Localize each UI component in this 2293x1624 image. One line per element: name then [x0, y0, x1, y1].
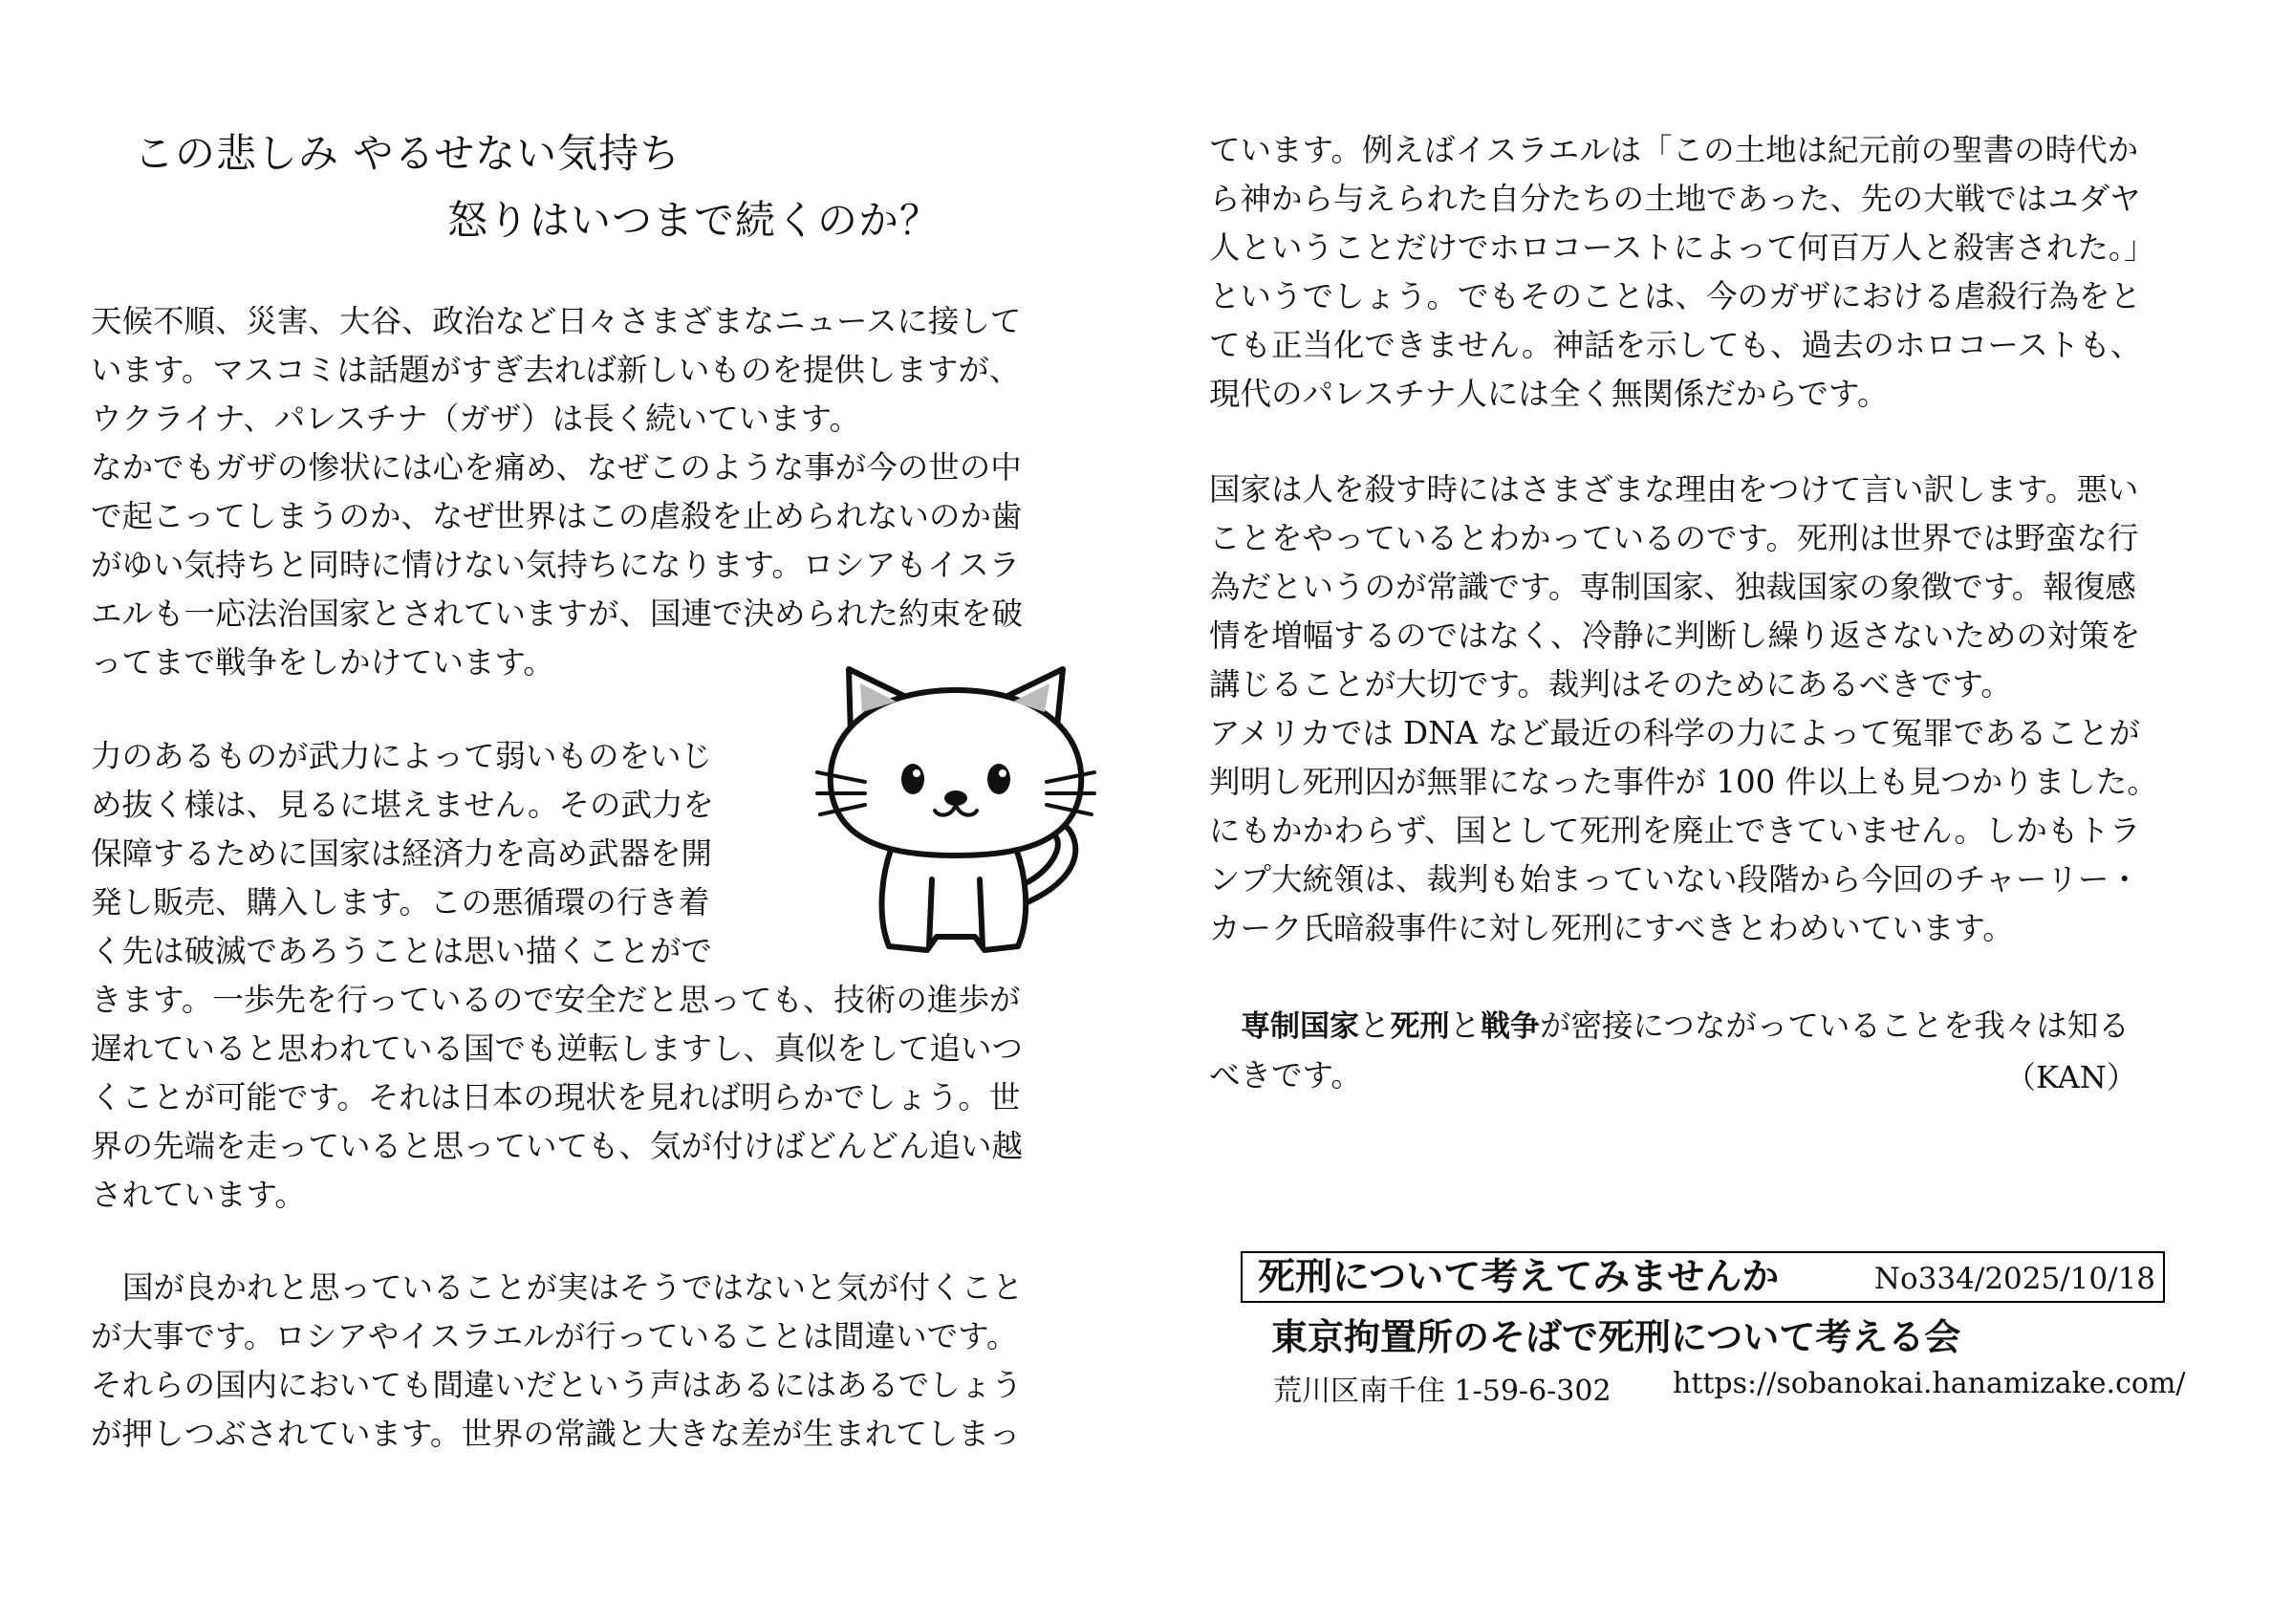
- text-line: ウクライナ、パレスチナ（ガザ）は長く続いています。: [91, 401, 861, 437]
- text-line: が押しつぶされています。世界の常識と大きな差が生まれてしまっ: [91, 1416, 1021, 1452]
- text-line: ても正当化できません。神話を示しても、過去のホロコーストも、: [1209, 327, 2142, 363]
- text-line: 為だというのが常識です。専制国家、独裁国家の象徴です。報復感: [1209, 569, 2136, 605]
- text-line: 力のあるものが武力によって弱いものをいじ: [91, 738, 713, 774]
- postal-address: 荒川区南千住 1-59-6-302: [1273, 1375, 1612, 1408]
- text-line: がゆい気持ちと同時に情けない気持ちになります。ロシアもイスラ: [91, 547, 1021, 583]
- emphasis-text: 死刑: [1390, 1009, 1450, 1044]
- left-paragraph-1: [91, 297, 1023, 687]
- text-line: べきです。: [1209, 1057, 1362, 1093]
- text-line: 講じることが大切です。裁判はそのためにあるべきです。: [1209, 666, 2012, 703]
- author-signature: （KAN）: [2005, 1059, 2137, 1095]
- text-line: アメリカでは DNA など最近の科学の力によって冤罪であることが: [1209, 715, 2140, 751]
- text-line: め抜く様は、見るに堪えません。その武力を: [91, 787, 714, 823]
- text-segment: と: [1359, 1007, 1391, 1044]
- page-title-line-2: 怒りはいつまで続くのか？: [447, 197, 941, 244]
- text-line: 国家は人を殺す時にはさまざまな理由をつけて言い訳します。悪い: [1209, 471, 2139, 508]
- text-line: ことをやっているとわかっているのです。死刑は世界では野蛮な行: [1209, 520, 2139, 556]
- text-segment: 国が良かれと思っていることが実はそうではないと気が付くこと: [122, 1269, 1024, 1306]
- text-line: 遅れていると思われている国でも逆転しますし、真似をして追いつ: [91, 1030, 1024, 1067]
- text-line: で起こってしまうのか、なぜ世界はこの虐殺を止められないのか歯: [91, 498, 1023, 534]
- text-line: います。マスコミは話題がすぎ去れば新しいものを提供しますが、: [91, 352, 1021, 388]
- organization-name: 東京拘置所のそばで死刑について考える会: [1271, 1316, 1961, 1358]
- cat-mascot-icon: [812, 660, 1099, 965]
- text-line: 天候不順、災害、大谷、政治など日々さまざまなニュースに接して: [91, 303, 1022, 339]
- text-line: [1209, 1002, 2130, 1051]
- page-title-line-1: この悲しみ やるせない気持ち: [134, 130, 681, 177]
- text-line: というでしょう。でもそのことは、今のガザにおける虐殺行為をと: [1209, 278, 2142, 314]
- text-line: 判明し死刑囚が無罪になった事件が 100 件以上も見つかりました。: [1209, 764, 2158, 800]
- closing-paragraph: [1209, 1002, 2130, 1100]
- issue-number: No334/2025/10/18: [1873, 1262, 2155, 1296]
- emphasis-text: 専制国家: [1241, 1009, 1359, 1044]
- text-line: されています。: [91, 1177, 306, 1213]
- text-line: が大事です。ロシアやイスラエルが行っていることは間違いです。: [91, 1318, 1018, 1354]
- right-paragraph-2: [1209, 466, 2158, 953]
- text-line: ら神から与えられた自分たちの土地であった、先の大戦ではユダヤ: [1209, 181, 2141, 217]
- text-line: ています。例えばイスラエルは「この土地は紀元前の聖書の時代か: [1209, 132, 2139, 168]
- newsletter-headline: 死刑について考えてみませんか: [1258, 1256, 1780, 1299]
- text-line: カーク氏暗殺事件に対し死刑にすべきとわめいています。: [1209, 910, 2014, 946]
- text-line: 界の先端を走っていると思っていても、気が付けばどんどん追い越: [91, 1128, 1024, 1164]
- text-segment: が密接につながっていることを我々は知る: [1540, 1007, 2130, 1044]
- text-line: 発し販売、購入します。この悪循環の行き着: [91, 884, 710, 920]
- newsletter-masthead-box: [1241, 1251, 2165, 1303]
- text-line: ンプ大統領は、裁判も始まっていない段階から今回のチャーリー・: [1209, 861, 2141, 898]
- text-line: 現代のパレスチナ人には全く無関係だからです。: [1209, 376, 1889, 412]
- website-url: https://sobanokai.hanamizake.com/: [1673, 1367, 2186, 1400]
- text-line: 保障するために国家は経済力を高め武器を開: [91, 835, 713, 872]
- text-line: ってまで戦争をしかけています。: [91, 644, 554, 681]
- text-line: なかでもガザの惨状には心を痛め、なぜこのような事が今の世の中: [91, 449, 1022, 486]
- text-line: にもかかわらず、国として死刑を廃止できていません。しかもトラ: [1209, 812, 2141, 849]
- text-line: 人ということだけでホロコーストによって何百万人と殺害された。」: [1209, 229, 2155, 266]
- left-paragraph-3: [91, 1264, 1024, 1459]
- text-line: それらの国内においても間違いだという声はあるにはあるでしょう: [91, 1367, 1023, 1403]
- text-line: く先は破滅であろうことは思い描くことがで: [91, 933, 713, 969]
- text-line: きます。一歩先を行っているので安全だと思っても、技術の進歩が: [91, 982, 1021, 1018]
- text-segment: と: [1449, 1007, 1482, 1044]
- emphasis-text: 戦争: [1481, 1009, 1541, 1044]
- text-line: 情を増幅するのではなく、冷静に判断し繰り返さないための対策を: [1209, 617, 2141, 654]
- text-line: エルも一応法治国家とされていますが、国連で決められた約束を破: [91, 595, 1024, 632]
- right-paragraph-1: [1209, 126, 2155, 419]
- text-line: くことが可能です。それは日本の現状を見れば明らかでしょう。世: [91, 1079, 1021, 1115]
- text-line: [91, 1264, 1024, 1312]
